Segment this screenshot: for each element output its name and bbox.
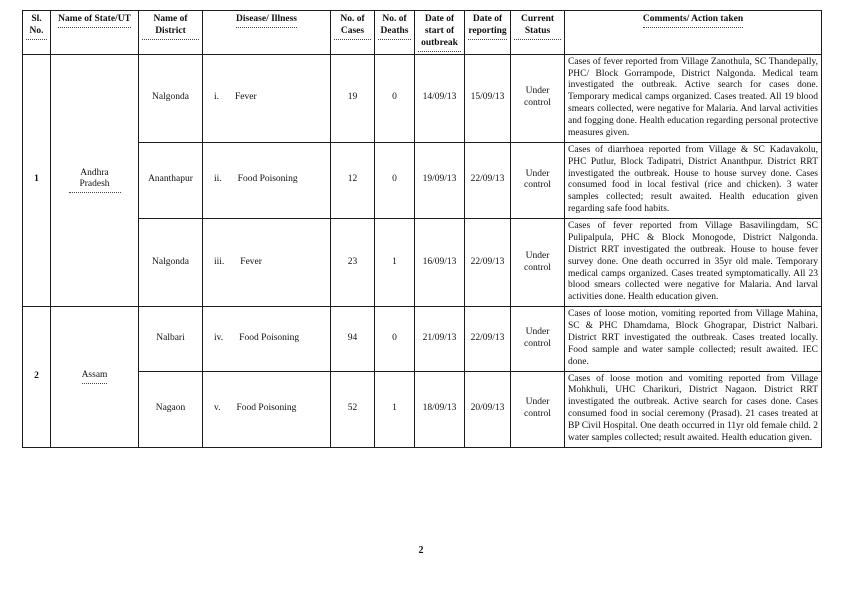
reporting-date-cell: 22/09/13 — [465, 307, 511, 371]
status-cell: Under control — [511, 219, 565, 307]
header-disease: Disease/ Illness — [203, 11, 331, 55]
header-district: Name of District — [139, 11, 203, 55]
disease-number: v. — [214, 403, 221, 414]
reporting-date-cell: 15/09/13 — [465, 54, 511, 142]
header-start-date: Date of start of outbreak — [415, 11, 465, 55]
deaths-cell: 0 — [375, 54, 415, 142]
disease-name: Food Poisoning — [236, 403, 297, 414]
cases-cell: 12 — [331, 142, 375, 218]
disease-name: Fever — [235, 92, 257, 103]
outbreak-report-table — [22, 10, 822, 448]
status-cell: Under control — [511, 142, 565, 218]
deaths-cell: 1 — [375, 219, 415, 307]
page-number: 2 — [418, 545, 424, 556]
header-status: Current Status — [511, 11, 565, 55]
district-cell: Nalbari — [139, 307, 203, 371]
district-cell: Nalgonda — [139, 219, 203, 307]
disease-name: Food Poisoning — [239, 332, 300, 343]
sl-no-cell: 2 — [23, 307, 51, 448]
disease-number: iv. — [214, 332, 224, 343]
disease-cell — [203, 307, 331, 371]
state-cell: Assam — [51, 307, 139, 448]
header-comments: Comments/ Action taken — [565, 11, 822, 55]
status-cell: Under control — [511, 307, 565, 371]
start-date-cell: 16/09/13 — [415, 219, 465, 307]
comments-cell: Cases of diarrhoea reported from Village & SC Kadavakolu, PHC Putlur, Block Tadipatri, District Ananthpur. District RRT investigated the outbreak. House to house survey done. Cases consumed food in local festival (rice and chicken). 3 water samples collected; result awaited. Health education given regarding safe food habits. — [565, 142, 822, 218]
table-row — [23, 307, 822, 371]
header-cases: No. of Cases — [331, 11, 375, 55]
disease-number: i. — [214, 92, 220, 103]
cases-cell: 94 — [331, 307, 375, 371]
start-date-cell: 19/09/13 — [415, 142, 465, 218]
table-row — [23, 371, 822, 447]
start-date-cell: 18/09/13 — [415, 371, 465, 447]
district-cell: Ananthapur — [139, 142, 203, 218]
status-cell: Under control — [511, 54, 565, 142]
cases-cell: 23 — [331, 219, 375, 307]
comments-cell: Cases of loose motion and vomiting reported from Village Mohkhuli, UHC Charikuri, District Nagaon. District RRT investigated the outbreak. Active search for cases done. Cases consumed food in social ceremony (Prasad). 21 cases treated at BP Civil Hospital. One death occurred in 11yr old female child. 2 water samples collected; result awaited. Health education given. — [565, 371, 822, 447]
table-row — [23, 54, 822, 142]
cases-cell: 52 — [331, 371, 375, 447]
table-header-row — [23, 11, 822, 55]
deaths-cell: 0 — [375, 142, 415, 218]
table-row — [23, 219, 822, 307]
disease-number: iii. — [214, 256, 225, 267]
disease-cell — [203, 54, 331, 142]
disease-name: Fever — [240, 256, 262, 267]
header-reporting-date: Date of reporting — [465, 11, 511, 55]
cases-cell: 19 — [331, 54, 375, 142]
start-date-cell: 21/09/13 — [415, 307, 465, 371]
start-date-cell: 14/09/13 — [415, 54, 465, 142]
district-cell: Nagaon — [139, 371, 203, 447]
reporting-date-cell: 22/09/13 — [465, 142, 511, 218]
deaths-cell: 0 — [375, 307, 415, 371]
disease-cell — [203, 371, 331, 447]
table-row — [23, 142, 822, 218]
comments-cell: Cases of loose motion, vomiting reported from Village Mahina, SC & PHC Dhamdama, Block Ghograpar, District Nalbari. District RRT investigated the outbreak. Cases treated locally. Food sample and water sample collected; result awaited. IEC done. — [565, 307, 822, 371]
sl-no-cell: 1 — [23, 54, 51, 307]
disease-cell — [203, 142, 331, 218]
status-cell: Under control — [511, 371, 565, 447]
disease-name: Food Poisoning — [237, 174, 298, 185]
header-deaths: No. of Deaths — [375, 11, 415, 55]
state-cell: Andhra Pradesh — [51, 54, 139, 307]
comments-cell: Cases of fever reported from Village Basavilingdam, SC Pulipalpula, PHC & Block Monogode, District Nalgonda. District RRT investigated the outbreak. House to house fever survey done. One death occurred in 35yr old male. Temporary medical camps organized. Cases treated symptomatically. All 23 blood smears collected were negative for Malaria. And larval activities done. Health education given. — [565, 219, 822, 307]
deaths-cell: 1 — [375, 371, 415, 447]
header-sl-no: Sl. No. — [23, 11, 51, 55]
reporting-date-cell: 20/09/13 — [465, 371, 511, 447]
comments-cell: Cases of fever reported from Village Zanothula, SC Thandepally, PHC/ Block Gorrampode, District Nalgonda. Medical team investigated the outbreak. Active search for cases done. Temporary medical camps organized. Cases treated. All 19 blood smears collected, were negative for Malaria. And larval activities and fogging done. Health education regarding personal protective measures given. — [565, 54, 822, 142]
district-cell: Nalgonda — [139, 54, 203, 142]
header-state: Name of State/UT — [51, 11, 139, 55]
reporting-date-cell: 22/09/13 — [465, 219, 511, 307]
disease-number: ii. — [214, 174, 222, 185]
disease-cell — [203, 219, 331, 307]
